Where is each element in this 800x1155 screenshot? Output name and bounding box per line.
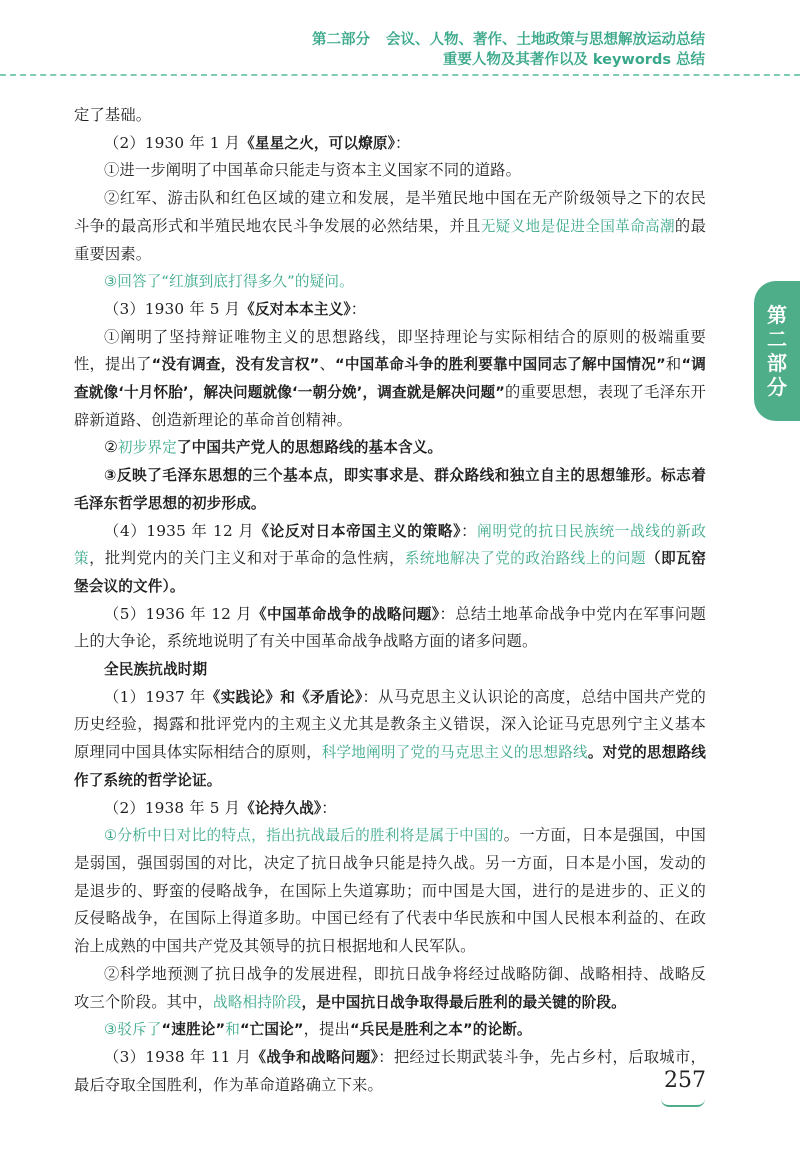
point-text: 的重要思想，表现了毛泽东开辟新道路、创造新理论的革命首创精神。	[74, 383, 706, 429]
quote: “中国革命斗争的胜利要靠中国同志了解中国情况”	[335, 356, 666, 374]
header-line-1	[312, 30, 705, 50]
page-header	[312, 30, 705, 70]
work-title: 《战争和战略问题》	[251, 1048, 379, 1066]
section-heading: 全民族抗战时期	[104, 661, 208, 679]
punct: ：	[461, 521, 478, 540]
highlight-text: 初步界定	[117, 439, 177, 457]
item-date: （3）1930 年 5 月	[104, 299, 241, 318]
point-highlight: ③回答了“红旗到底打得多久”的疑问。	[104, 273, 354, 291]
item-text: ：总结土地革命战争中党内在军事问题上的大争论，系统地说明了有关中国革命战争战略方面的诸多问题。	[74, 604, 706, 651]
bold-text: 了中国共产党人的思想路线的基本含义。	[176, 439, 443, 457]
bold-text: （即瓦窑堡会议的文件）。	[74, 550, 706, 595]
highlight-text: 阐明党的抗日民族统一战线的新政策	[74, 522, 706, 568]
punct: ：	[395, 133, 411, 152]
highlight-text: ③驳斥了	[104, 1021, 162, 1039]
work-title: 《实践论》和《矛盾论》	[205, 688, 363, 706]
quote: “没有调查，没有发言权”	[151, 356, 320, 374]
item-date: （1）1937 年	[104, 687, 206, 706]
point-text: 的最重要因素。	[74, 216, 707, 263]
point-text: ，提出	[303, 1020, 350, 1039]
point-bold: ③反映了毛泽东思想的三个基本点，即实事求是、群众路线和独立自主的思想雏形。标志着毛泽东哲学思想的初步形成。	[74, 467, 706, 512]
item-paragraph	[74, 684, 706, 795]
highlight-text: 和	[225, 1021, 240, 1039]
highlight-text: 科学地阐明了党的马克思主义的思想路线	[321, 744, 588, 762]
point	[74, 961, 706, 1016]
item-date: （2）1930 年 1 月	[104, 133, 241, 152]
point-text: ②	[104, 438, 118, 457]
punct: ：	[321, 798, 337, 817]
item-heading	[74, 130, 706, 158]
page-number-underline	[661, 1099, 705, 1107]
point	[74, 1016, 706, 1044]
item-paragraph	[74, 1044, 706, 1099]
item-paragraph	[74, 601, 706, 656]
side-tab	[754, 281, 800, 421]
quote: “速胜论”	[161, 1021, 226, 1039]
point: ①进一步阐明了中国革命只能走与资本主义国家不同的道路。	[104, 161, 522, 180]
point-text: 。一方面，日本是强国，中国是弱国，强国弱国的对比，决定了抗日战争只能是持久战。另一方面，日本是小国，发动的是退步的、野蛮的侵略战争，在国际上失道寡助；而中国是大国，进行的是进步的、正义的反侵略战争，在国际上得道多助。中国已经有了代表中华民族和中国人民根本利益的、在政治上成熟的中国共产党及其领导的抗日根据地和人民军队。	[74, 826, 706, 956]
point-text: ①阐明了坚持辩证唯物主义的思想路线，即坚持理论与实际相结合的原则的极端重要性，提出了	[74, 327, 706, 374]
item-date: （3）1938 年 11 月	[104, 1047, 252, 1066]
item-heading	[74, 795, 706, 823]
header-divider	[0, 74, 800, 76]
point-text: ②红军、游击队和红色区域的建立和发展，是半殖民地中国在无产阶级领导之下的农民斗争的最高形式和半殖民地农民斗争发展的必然结果，并且	[74, 189, 706, 235]
item-text: ，批判党内的关门主义和对于革命的急性病，	[89, 549, 405, 568]
paragraph: 定了基础。	[74, 106, 152, 124]
item-paragraph	[74, 518, 706, 601]
work-title: 《中国革命战争的战略问题》	[251, 605, 440, 623]
point	[74, 822, 706, 961]
highlight-text: 无疑义地是促进全国革命高潮	[480, 217, 675, 235]
side-tab-label: 第二部分	[767, 303, 787, 399]
header-subtitle: 重要人物及其著作以及 keywords 总结	[442, 52, 705, 68]
item-date: （5）1936 年 12 月	[104, 604, 252, 623]
punct: 和	[665, 355, 682, 374]
highlight-text: 系统地解决了党的政治路线上的问题	[404, 550, 647, 568]
item-date: （2）1938 年 5 月	[104, 798, 241, 817]
point	[74, 324, 706, 435]
point	[74, 185, 706, 268]
point	[74, 434, 706, 462]
quote: “兵民是胜利之本”	[350, 1021, 473, 1039]
work-title: 《反对本本主义》	[240, 300, 351, 318]
work-title: 《星星之火，可以燎原》	[240, 134, 396, 152]
highlight-text: 战略相持阶段	[213, 993, 302, 1011]
item-text: ：把经过长期武装斗争，先占乡村，后取城市，最后夺取全国胜利，作为革命道路确立下来。	[74, 1047, 706, 1094]
work-title: 《论反对日本帝国主义的策略》	[254, 522, 462, 540]
point-text: ②科学地预测了抗日战争的发展进程，即抗日战争将经过战略防御、战略相持、战略反攻三个阶段。其中，	[74, 964, 706, 1011]
header-part: 第二部分	[312, 32, 370, 48]
bold-text: 的论断。	[472, 1021, 532, 1039]
punct: 、	[319, 355, 336, 374]
page-content	[74, 102, 706, 1099]
page-number: 257	[664, 1068, 706, 1093]
bold-text: 。对党的思想路线作了系统的哲学论证。	[74, 744, 707, 789]
item-text: ：从马克思主义认识论的高度，总结中国共产党的历史经验，揭露和批评党内的主观主义尤其是教条主义错误，深入论证马克思列宁主义基本原理同中国具体实际相结合的原则，	[74, 687, 707, 762]
punct: ：	[350, 299, 367, 318]
item-heading	[74, 296, 706, 324]
quote: “亡国论”	[239, 1021, 304, 1039]
quote: “调查就像‘十月怀胎’，解决问题就像‘一朝分娩’，调查就是解决问题”	[74, 356, 707, 402]
item-date: （4）1935 年 12 月	[104, 521, 255, 540]
work-title: 《论持久战》	[240, 799, 322, 817]
highlight-text: ①分析中日对比的特点，指出抗战最后的胜利将是属于中国的	[104, 827, 504, 845]
header-section-title: 会议、人物、著作、土地政策与思想解放运动总结	[386, 32, 705, 48]
bold-text: ，是中国抗日战争取得最后胜利的最关键的阶段。	[301, 993, 626, 1011]
